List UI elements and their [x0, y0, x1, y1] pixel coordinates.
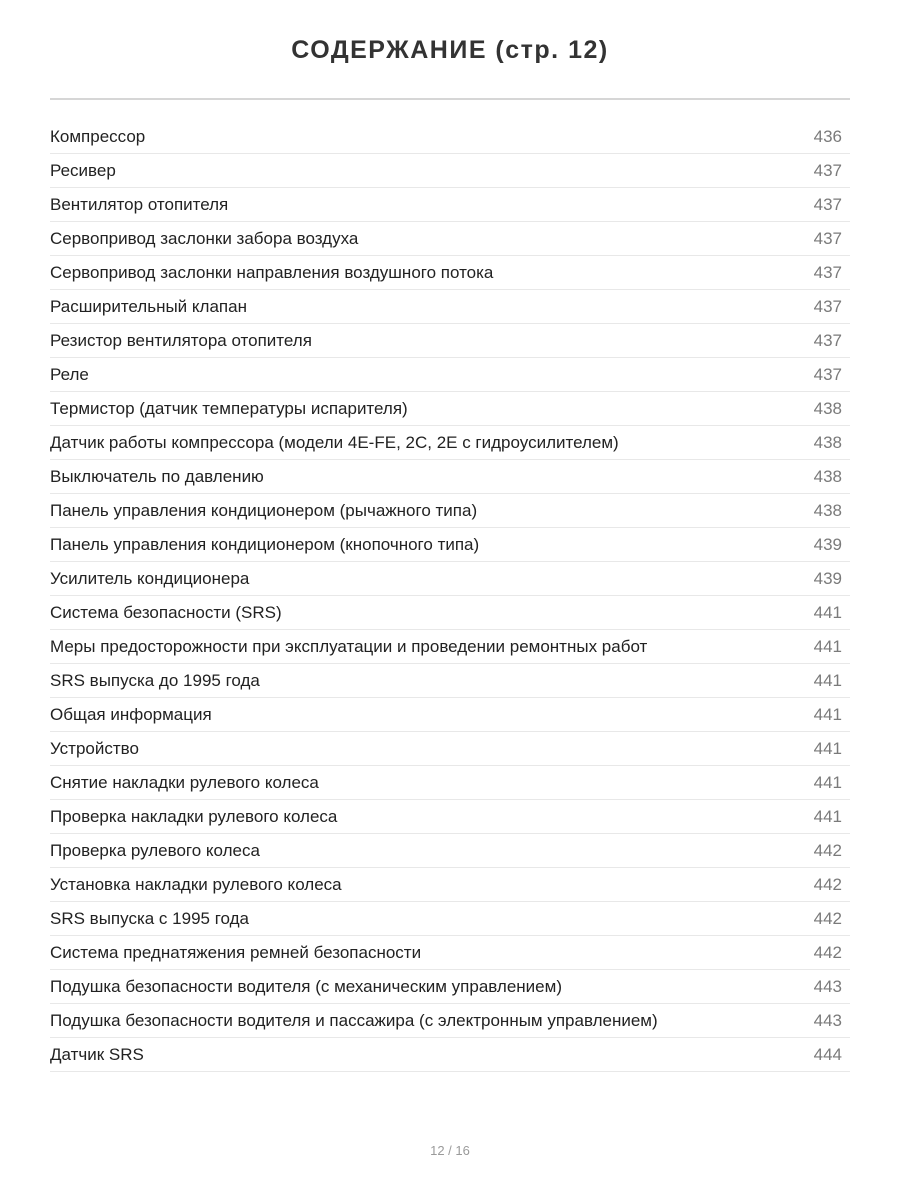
- toc-entry-page-number: 444: [813, 1045, 842, 1064]
- toc-entry-title[interactable]: Проверка накладки рулевого колеса: [50, 807, 338, 826]
- page-number-footer: 12 / 16: [430, 1143, 470, 1158]
- toc-entry[interactable]: [50, 902, 850, 936]
- toc-entry[interactable]: [50, 596, 850, 630]
- toc-entry[interactable]: [50, 1004, 850, 1038]
- toc-entry-title[interactable]: Панель управления кондиционером (кнопочного типа): [50, 535, 480, 554]
- toc-entry-page-number: 438: [813, 433, 842, 452]
- toc-entry-title[interactable]: Сервопривод заслонки забора воздуха: [50, 229, 359, 248]
- toc-entry-page-number: 441: [813, 671, 842, 690]
- toc-entry[interactable]: [50, 698, 850, 732]
- toc-entry[interactable]: [50, 256, 850, 290]
- toc-entry[interactable]: [50, 154, 850, 188]
- toc-entry-title[interactable]: Панель управления кондиционером (рычажного типа): [50, 501, 478, 520]
- toc-entry[interactable]: [50, 766, 850, 800]
- toc-entry-page-number: 437: [813, 195, 842, 214]
- toc-entry[interactable]: [50, 562, 850, 596]
- toc-entry-page-number: 441: [813, 603, 842, 622]
- toc-entry-title[interactable]: Вентилятор отопителя: [50, 195, 229, 214]
- toc-entry-title[interactable]: Термистор (датчик температуры испарителя): [50, 399, 408, 418]
- toc-entry[interactable]: [50, 528, 850, 562]
- toc-entry-page-number: 442: [813, 943, 842, 962]
- toc-entry[interactable]: [50, 936, 850, 970]
- toc-entry-page-number: 442: [813, 909, 842, 928]
- toc-entry[interactable]: [50, 290, 850, 324]
- toc-entry-page-number: 438: [813, 501, 842, 520]
- toc-entry[interactable]: [50, 630, 850, 664]
- toc-entry-title[interactable]: Установка накладки рулевого колеса: [50, 875, 342, 894]
- toc-entry-title[interactable]: SRS выпуска до 1995 года: [50, 671, 260, 690]
- toc-entry[interactable]: [50, 800, 850, 834]
- toc-entry-page-number: 437: [813, 297, 842, 316]
- toc-entry[interactable]: [50, 358, 850, 392]
- toc-entry-title[interactable]: Система преднатяжения ремней безопасности: [50, 943, 422, 962]
- toc-entry-title[interactable]: Датчик SRS: [50, 1045, 144, 1064]
- title-divider: [50, 98, 850, 100]
- toc-entry[interactable]: [50, 460, 850, 494]
- toc-entry-page-number: 441: [813, 739, 842, 758]
- toc-entry-page-number: 436: [813, 127, 842, 146]
- toc-entry-title[interactable]: Сервопривод заслонки направления воздушного потока: [50, 263, 494, 282]
- page-title: СОДЕРЖАНИЕ (стр. 12): [291, 36, 609, 64]
- toc-entry-page-number: 442: [813, 875, 842, 894]
- toc-entry[interactable]: [50, 392, 850, 426]
- toc-entry-title[interactable]: Реле: [50, 365, 89, 384]
- toc-entry-title[interactable]: Подушка безопасности водителя (с механическим управлением): [50, 977, 562, 996]
- toc-entry-page-number: 442: [813, 841, 842, 860]
- toc-entry[interactable]: [50, 732, 850, 766]
- toc-entry-page-number: 437: [813, 229, 842, 248]
- toc-entry-page-number: 443: [813, 977, 842, 996]
- toc-entry[interactable]: [50, 868, 850, 902]
- toc-entry[interactable]: [50, 494, 850, 528]
- toc-entry-page-number: 437: [813, 161, 842, 180]
- toc-entry-page-number: 438: [813, 467, 842, 486]
- toc-entry-title[interactable]: Подушка безопасности водителя и пассажира (с электронным управлением): [50, 1011, 658, 1030]
- toc-entry-title[interactable]: Устройство: [50, 739, 139, 758]
- toc-entry-page-number: 443: [813, 1011, 842, 1030]
- toc-entry-page-number: 439: [813, 569, 842, 588]
- toc-entry-page-number: 441: [813, 773, 842, 792]
- toc-entry-title[interactable]: Общая информация: [50, 705, 212, 724]
- toc-entry-page-number: 438: [813, 399, 842, 418]
- toc-entry-title[interactable]: Ресивер: [50, 161, 116, 180]
- toc-entry[interactable]: [50, 120, 850, 154]
- toc-entry-page-number: 441: [813, 807, 842, 826]
- toc-entry-title[interactable]: Датчик работы компрессора (модели 4E-FE, 2C, 2E с гидроусилителем): [50, 433, 619, 452]
- toc-entry-page-number: 441: [813, 705, 842, 724]
- toc-entry-page-number: 437: [813, 331, 842, 350]
- toc-entry-title[interactable]: SRS выпуска с 1995 года: [50, 909, 249, 928]
- toc-entry-title[interactable]: Выключатель по давлению: [50, 467, 264, 486]
- toc-entry[interactable]: [50, 426, 850, 460]
- toc-entry-title[interactable]: Проверка рулевого колеса: [50, 841, 260, 860]
- toc-entry-page-number: 439: [813, 535, 842, 554]
- toc-entry-title[interactable]: Расширительный клапан: [50, 297, 247, 316]
- toc-entry-title[interactable]: Компрессор: [50, 127, 146, 146]
- toc-entry-page-number: 437: [813, 365, 842, 384]
- toc-entry-page-number: 437: [813, 263, 842, 282]
- toc-entry[interactable]: [50, 970, 850, 1004]
- toc-entry[interactable]: [50, 222, 850, 256]
- toc-entry[interactable]: [50, 664, 850, 698]
- toc-entry[interactable]: [50, 324, 850, 358]
- toc-entry-title[interactable]: Меры предосторожности при эксплуатации и проведении ремонтных работ: [50, 637, 648, 656]
- toc-entry[interactable]: [50, 188, 850, 222]
- table-of-contents: [50, 120, 850, 1072]
- toc-entry-title[interactable]: Снятие накладки рулевого колеса: [50, 773, 319, 792]
- toc-entry-title[interactable]: Резистор вентилятора отопителя: [50, 331, 312, 350]
- toc-entry[interactable]: [50, 834, 850, 868]
- toc-entry-title[interactable]: Система безопасности (SRS): [50, 603, 282, 622]
- toc-entry-title[interactable]: Усилитель кондиционера: [50, 569, 250, 588]
- toc-entry-page-number: 441: [813, 637, 842, 656]
- toc-entry[interactable]: [50, 1038, 850, 1072]
